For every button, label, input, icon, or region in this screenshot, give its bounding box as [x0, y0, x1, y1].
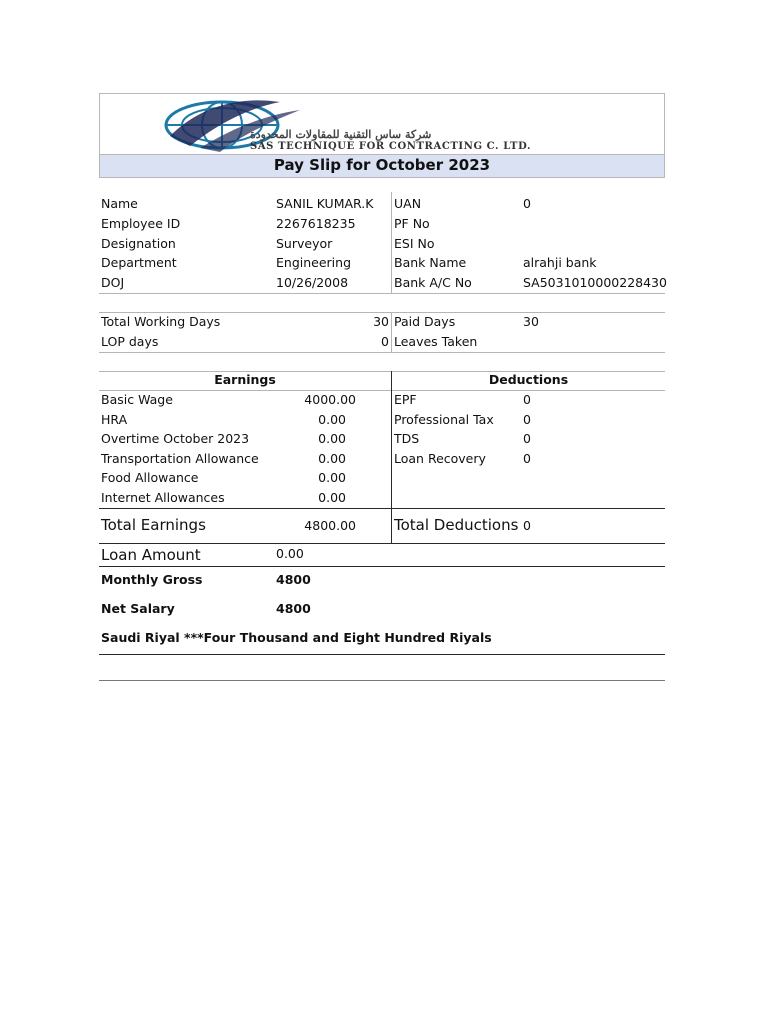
- earning-label: Food Allowance: [101, 470, 199, 485]
- page-title: Pay Slip for October 2023: [273, 156, 491, 174]
- monthly-gross-value: 4800: [276, 572, 311, 587]
- lop-days-label: LOP days: [101, 334, 159, 349]
- deduction-label: TDS: [394, 431, 420, 446]
- net-salary-value: 4800: [276, 601, 311, 616]
- company-name-arabic: شركة ساس التقنية للمقاولات المحدودة: [250, 128, 432, 141]
- loan-amount-value: 0.00: [276, 546, 304, 561]
- attendance-divider: [391, 312, 392, 352]
- earning-label: Internet Allowances: [101, 490, 225, 505]
- earning-amount: 0.00: [318, 451, 346, 466]
- earnings-divider: [391, 371, 392, 543]
- paid-days-value: 30: [523, 314, 539, 329]
- department-value: Engineering: [276, 255, 351, 270]
- earning-label: Transportation Allowance: [101, 451, 259, 466]
- attendance-top-rule: [99, 312, 665, 313]
- name-value: SANIL KUMAR.K: [276, 196, 374, 211]
- earning-label: Overtime October 2023: [101, 431, 250, 446]
- totals-top-rule: [99, 508, 665, 509]
- bank-name-value: alrahji bank: [523, 255, 597, 270]
- doj-label: DOJ: [101, 275, 125, 290]
- employee-divider: [391, 192, 392, 293]
- totals-bottom-rule: [99, 543, 665, 544]
- esi-label: ESI No: [394, 236, 435, 251]
- earning-amount: 0.00: [318, 490, 346, 505]
- earning-label: Basic Wage: [101, 392, 173, 407]
- earning-amount: 0.00: [318, 470, 346, 485]
- total-working-days-value: 30: [373, 314, 389, 329]
- name-label: Name: [101, 196, 138, 211]
- bank-ac-label: Bank A/C No: [394, 275, 472, 290]
- bank-name-label: Bank Name: [394, 255, 467, 270]
- total-working-days-label: Total Working Days: [101, 314, 221, 329]
- attendance-bottom-rule: [99, 352, 665, 353]
- department-label: Department: [101, 255, 177, 270]
- uan-value: 0: [523, 196, 531, 211]
- designation-label: Designation: [101, 236, 176, 251]
- total-deductions-label: Total Deductions: [394, 516, 519, 534]
- company-name-english: SAS TECHNIQUE FOR CONTRACTING C. LTD.: [250, 141, 532, 152]
- doj-value: 10/26/2008: [276, 275, 349, 290]
- deduction-amount: 0: [523, 392, 531, 407]
- designation-value: Surveyor: [276, 236, 333, 251]
- total-earnings-label: Total Earnings: [101, 516, 206, 534]
- earning-label: HRA: [101, 412, 128, 427]
- deduction-label: Loan Recovery: [394, 451, 486, 466]
- earnings-header-rule: [99, 390, 665, 391]
- deduction-label: EPF: [394, 392, 417, 407]
- deduction-amount: 0: [523, 412, 531, 427]
- earnings-header: Earnings: [214, 372, 276, 387]
- lop-days-value: 0: [381, 334, 389, 349]
- total-earnings-value: 4800.00: [304, 518, 356, 533]
- earning-amount: 0.00: [318, 431, 346, 446]
- loan-amount-label: Loan Amount: [101, 546, 201, 564]
- footer-rule-2: [99, 680, 665, 681]
- deduction-label: Professional Tax: [394, 412, 494, 427]
- employee-id-label: Employee ID: [101, 216, 181, 231]
- net-salary-label: Net Salary: [101, 601, 175, 616]
- deduction-amount: 0: [523, 431, 531, 446]
- employee-id-value: 2267618235: [276, 216, 356, 231]
- total-deductions-value: 0: [523, 518, 531, 533]
- loan-bottom-rule: [99, 566, 665, 567]
- earning-amount: 0.00: [318, 412, 346, 427]
- deduction-amount: 0: [523, 451, 531, 466]
- leaves-taken-label: Leaves Taken: [394, 334, 478, 349]
- employee-bottom-rule: [99, 293, 665, 294]
- deductions-header: Deductions: [488, 372, 569, 387]
- uan-label: UAN: [394, 196, 422, 211]
- pf-label: PF No: [394, 216, 430, 231]
- amount-in-words: Saudi Riyal ***Four Thousand and Eight Hundred Riyals: [101, 630, 492, 645]
- paid-days-label: Paid Days: [394, 314, 456, 329]
- bank-ac-value: SA5031010000228430: [523, 275, 667, 290]
- footer-rule-1: [99, 654, 665, 655]
- monthly-gross-label: Monthly Gross: [101, 572, 203, 587]
- earning-amount: 4000.00: [304, 392, 356, 407]
